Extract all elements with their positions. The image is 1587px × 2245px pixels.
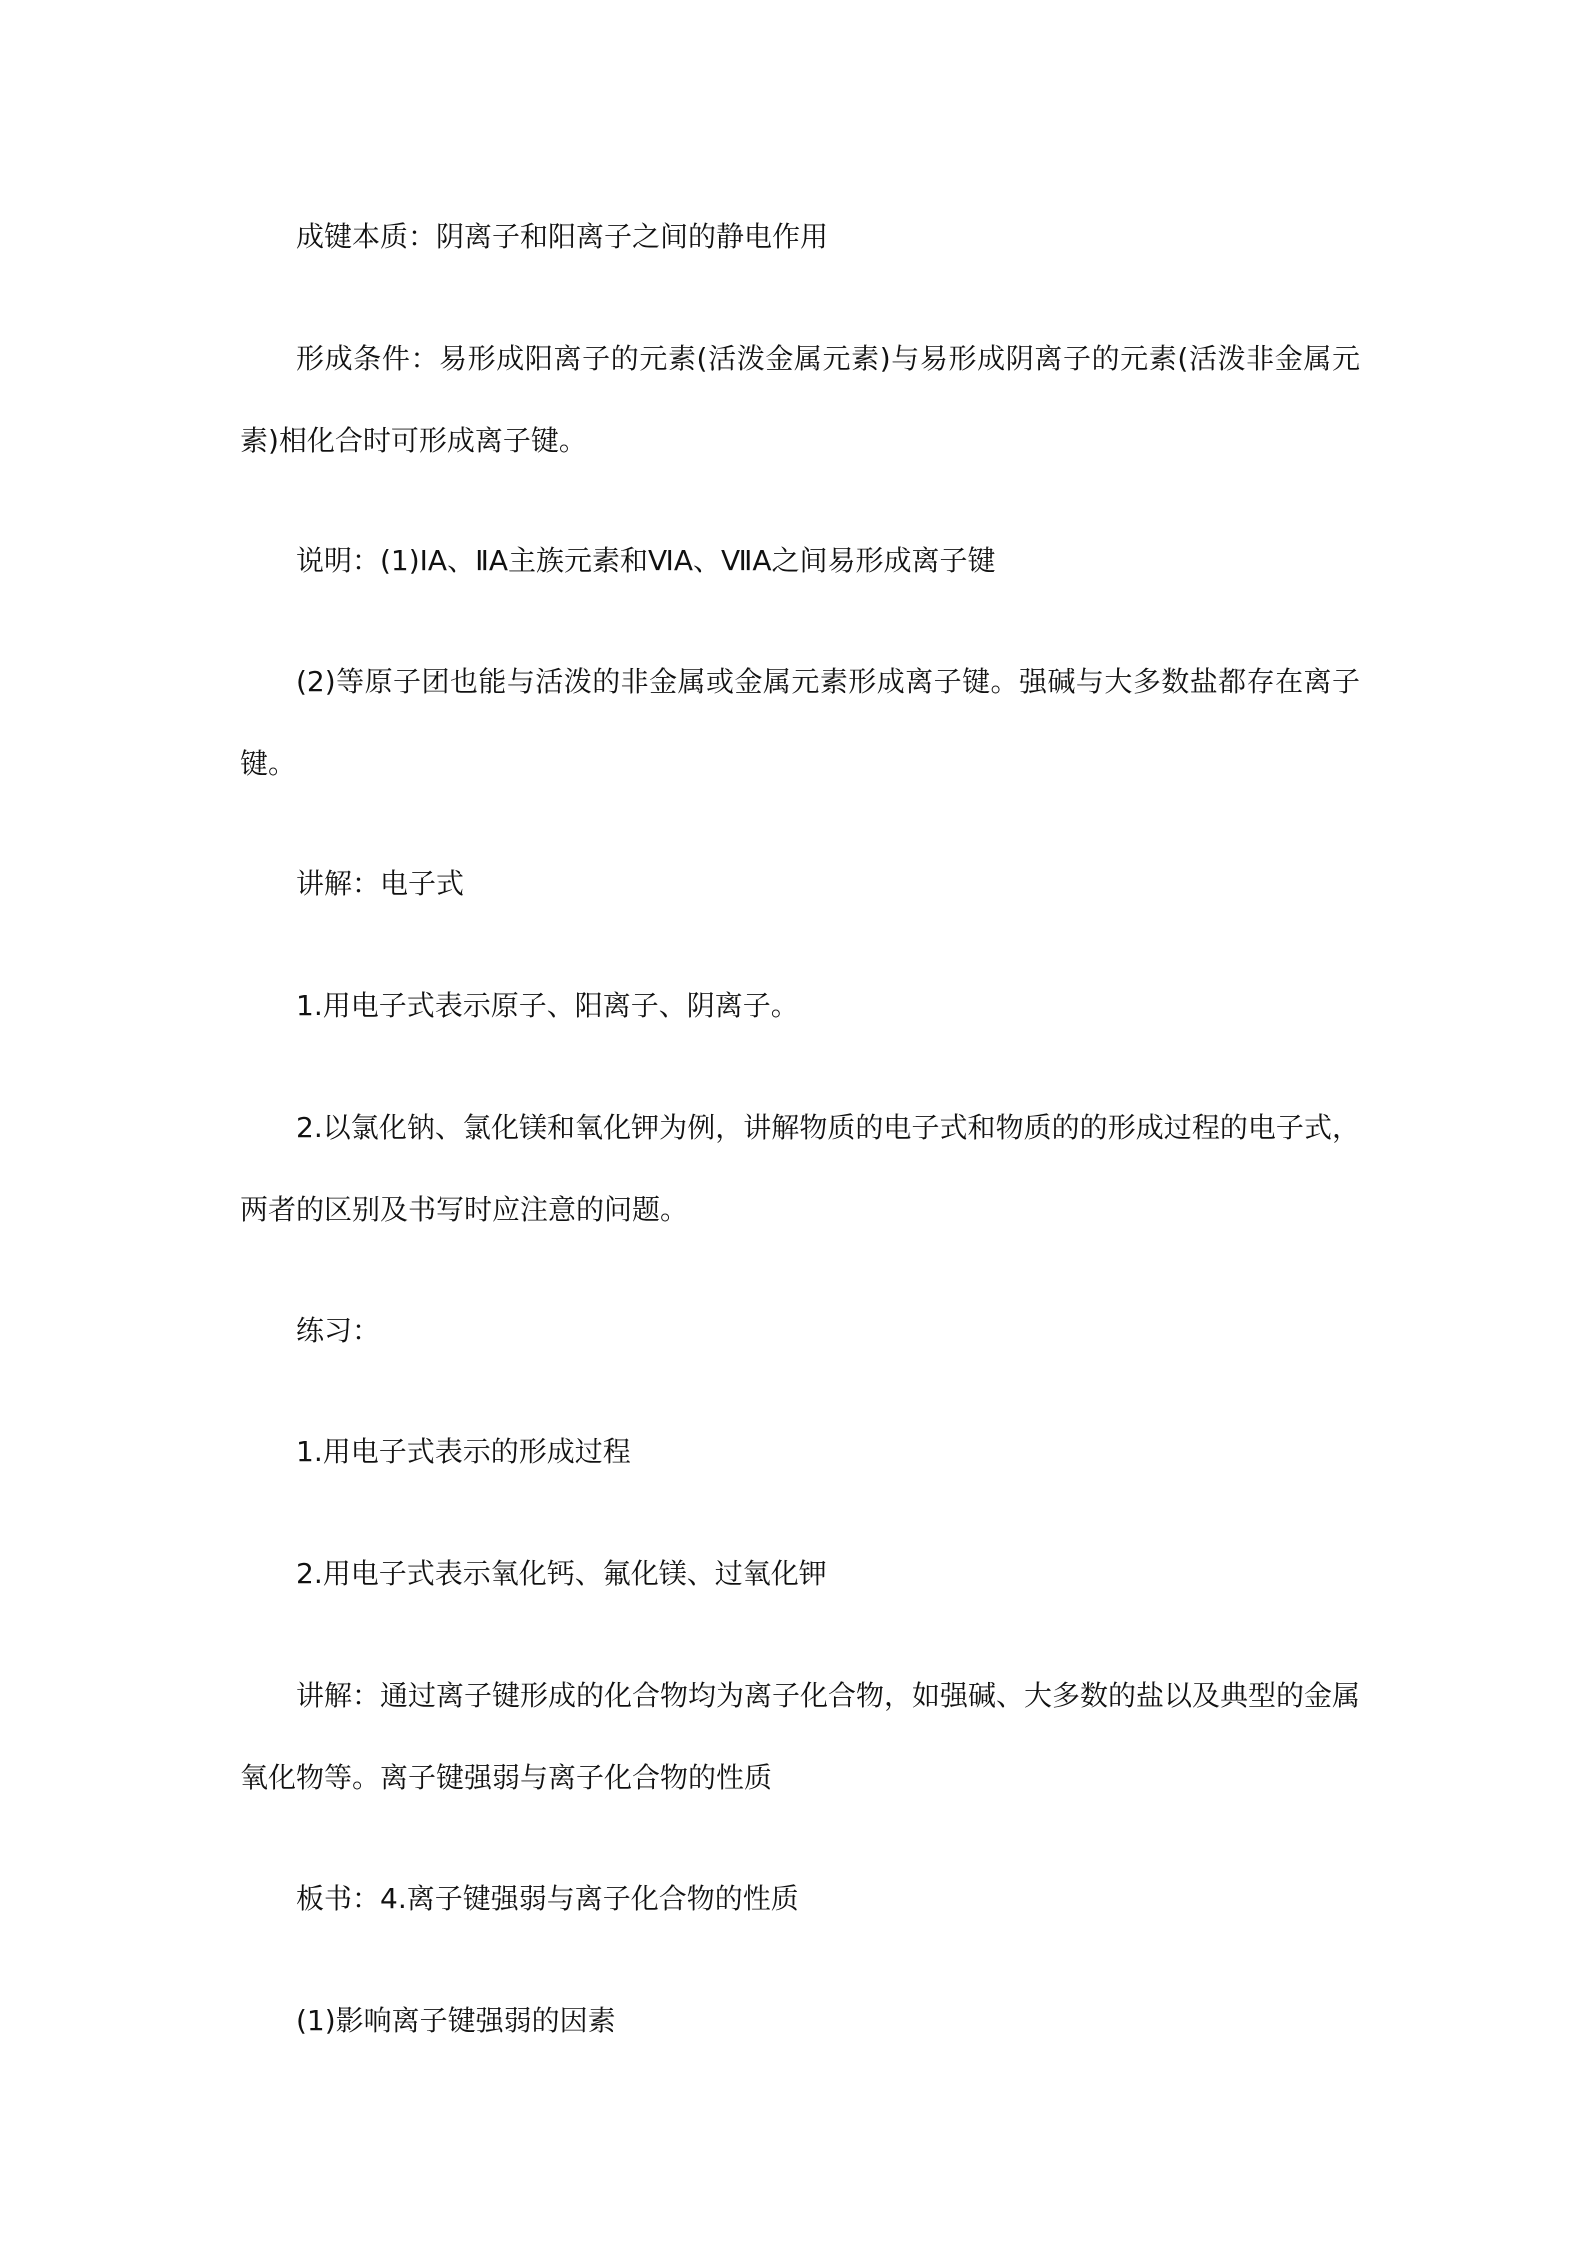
paragraph-formation-conditions: 形成条件：易形成阳离子的元素(活泼金属元素)与易形成阴离子的元素(活泼非金属元素)相化合时可形成离子键。 xyxy=(240,342,1360,457)
paragraph-bond-essence: 成键本质：阴离子和阳离子之间的静电作用 xyxy=(296,220,829,253)
paragraph-note-2: (2)等原子团也能与活泼的非金属或金属元素形成离子键。强碱与大多数盐都存在离子键。 xyxy=(240,665,1360,780)
paragraph-note-1: 说明：(1)ⅠA、ⅡA主族元素和ⅥA、ⅦA之间易形成离子键 xyxy=(296,544,996,577)
paragraph-explain-ionic-compounds: 讲解：通过离子键形成的化合物均为离子化合物，如强碱、大多数的盐以及典型的金属氧化物等。离子键强弱与离子化合物的性质 xyxy=(240,1679,1361,1794)
paragraph-item-2: 2.以氯化钠、氯化镁和氧化钾为例，讲解物质的电子式和物质的的形成过程的电子式，两者的区别及书写时应注意的问题。 xyxy=(240,1111,1360,1226)
paragraph-item-1: 1.用电子式表示原子、阳离子、阴离子。 xyxy=(296,989,799,1022)
paragraph-board-4: 板书：4.离子键强弱与离子化合物的性质 xyxy=(296,1882,799,1915)
paragraph-exercise-1: 1.用电子式表示的形成过程 xyxy=(296,1435,631,1468)
paragraph-explain-electron-formula: 讲解：电子式 xyxy=(296,867,465,900)
paragraph-exercise-2: 2.用电子式表示氧化钙、氟化镁、过氧化钾 xyxy=(296,1557,827,1590)
paragraph-factor-1: (1)影响离子键强弱的因素 xyxy=(296,2004,616,2037)
paragraph-exercise-heading: 练习： xyxy=(296,1314,381,1347)
